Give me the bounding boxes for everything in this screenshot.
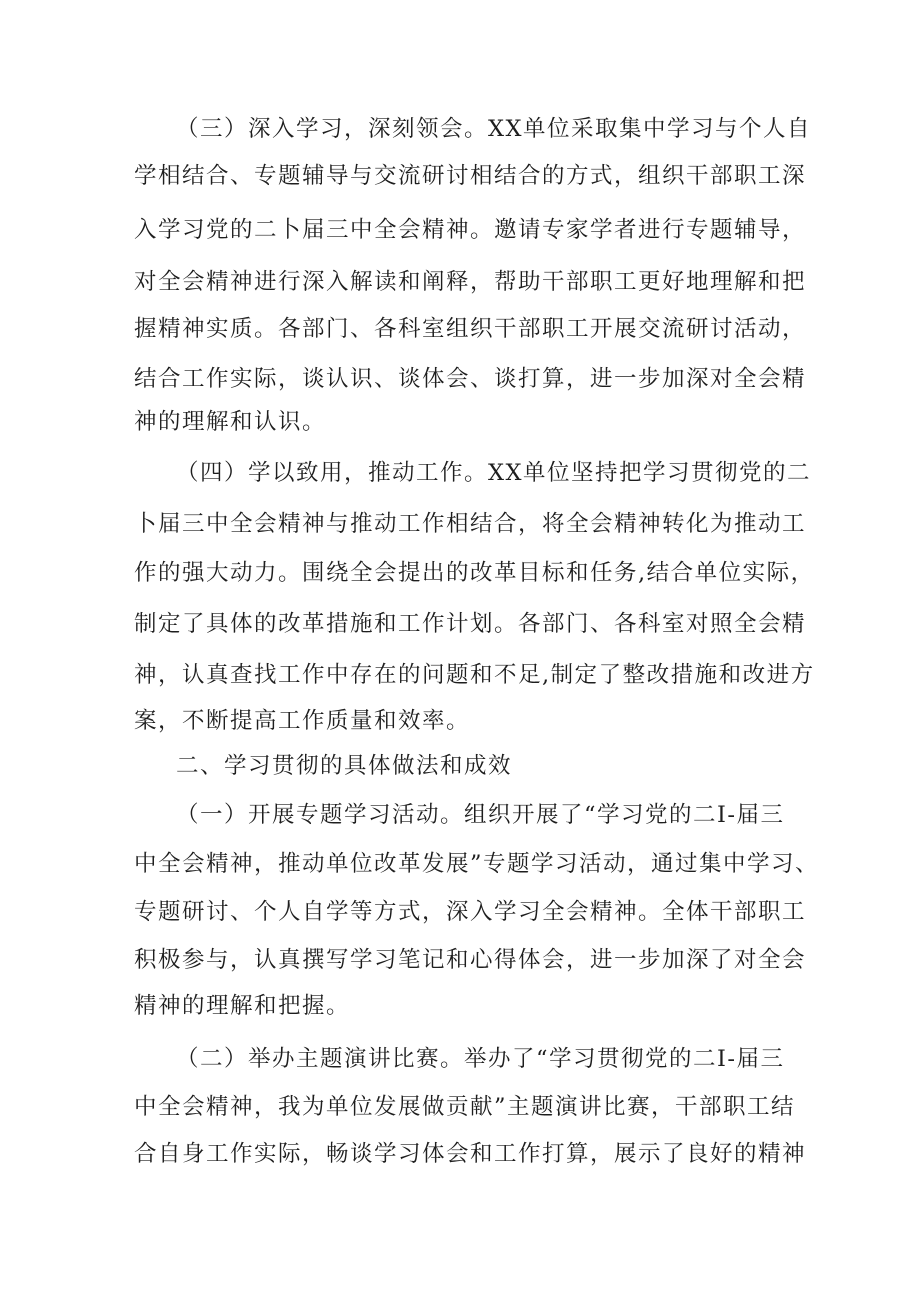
item-2-line-2: 中全会精神，我为单位发展做贡献”主题演讲比赛，干部职工结	[134, 1094, 796, 1120]
paragraph-4-line-4: 制定了具体的改革措施和工作计划。各部门、各科室对照全会精	[134, 611, 807, 637]
paragraph-3-line-7: 神的理解和认识。	[134, 409, 327, 435]
item-1-line-1: （一）开展专题学习活动。组织开展了“学习党的二I-届三	[176, 802, 785, 828]
paragraph-4-line-1: （四）学以致用，推动工作。XX单位坚持把学习贯彻党的二	[176, 460, 812, 486]
paragraph-4-line-2: 卜届三中全会精神与推动工作相结合，将全会精神转化为推动工	[134, 511, 807, 537]
item-1-line-3: 专题研讨、个人自学等方式，深入学习全会精神。全体干部职工	[134, 899, 807, 925]
paragraph-3-line-2: 学相结合、专题辅导与交流研讨相结合的方式，组织干部职工深	[134, 163, 807, 189]
paragraph-3-line-6: 结合工作实际，谈认识、谈体会、谈打算，进一步加深对全会精	[134, 366, 807, 392]
item-2-line-3: 合自身工作实际，畅谈学习体会和工作打算，展示了良好的精神	[134, 1141, 807, 1167]
item-1-line-4: 积极参与，认真撰写学习笔记和心得体会，进一步加深了对全会	[134, 947, 807, 973]
paragraph-3-line-4: 对全会精神进行深入解读和阐释，帮助干部职工更好地理解和把	[134, 269, 807, 295]
paragraph-3-line-3: 入学习党的二卜届三中全会精神。邀请专家学者进行专题辅导，	[134, 217, 807, 243]
section-2-heading: 二、学习贯彻的具体做法和成效	[176, 753, 513, 779]
item-1-line-2: 中全会精神，推动单位改革发展”专题学习活动，通过集中学习、	[134, 851, 820, 877]
item-2-line-1: （二）举办主题演讲比赛。举办了“学习贯彻党的二I-届三	[176, 1046, 785, 1072]
paragraph-4-line-5: 神，认真查找工作中存在的问题和不足,制定了整改措施和改进方	[134, 662, 815, 688]
paragraph-3-line-5: 握精神实质。各部门、各科室组织干部职工开展交流研讨活动，	[134, 316, 807, 342]
paragraph-4-line-3: 作的强大动力。围绕全会提出的改革目标和任务,结合单位实际，	[134, 560, 815, 586]
item-1-line-5: 精神的理解和把握。	[134, 993, 351, 1019]
paragraph-3-line-1: （三）深入学习，深刻领会。XX单位采取集中学习与个人自	[176, 116, 812, 142]
paragraph-4-line-6: 案，不断提高工作质量和效率。	[134, 708, 471, 734]
